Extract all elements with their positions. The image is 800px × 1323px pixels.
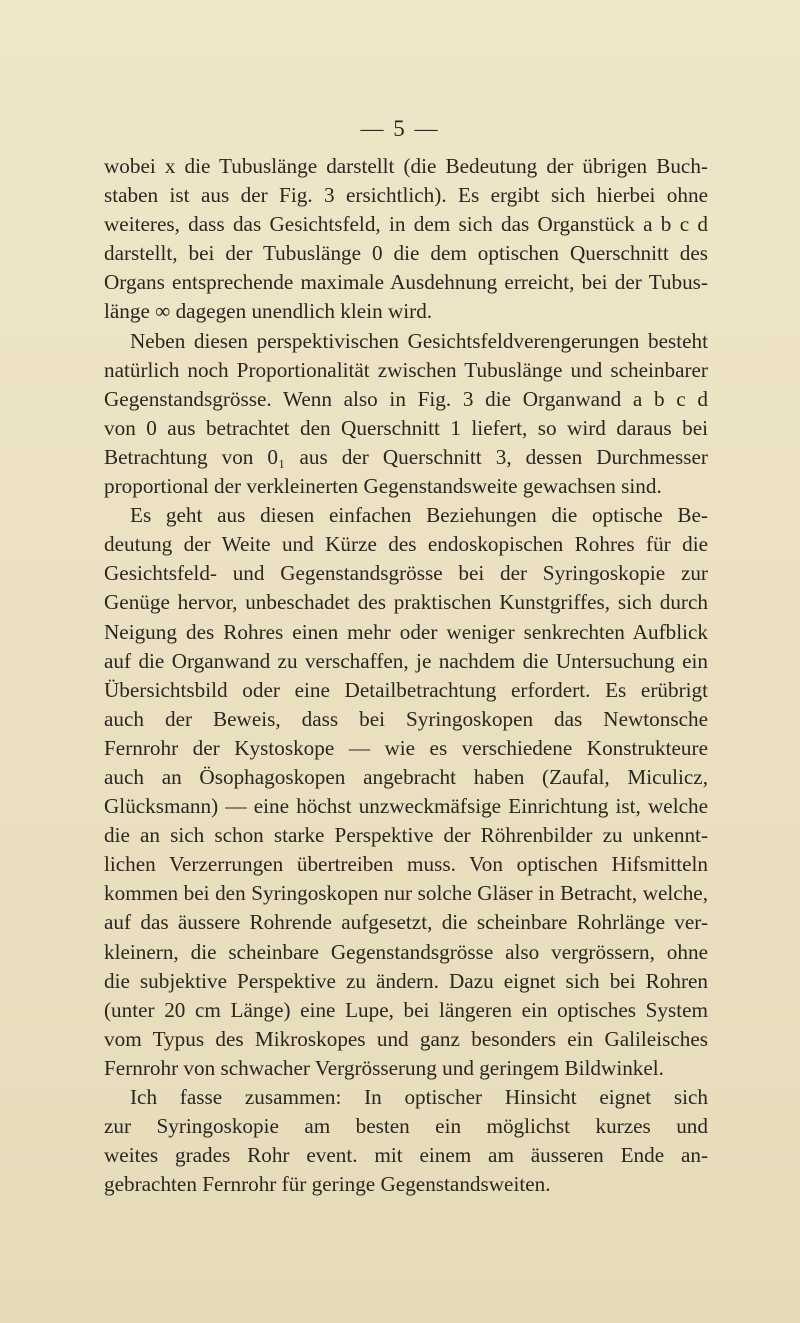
text-line: deutung der Weite und Kürze des endoskopischen Rohres für die bbox=[104, 532, 708, 557]
text-line: Fernrohr der Kystoskope — wie es verschiedene Konstrukteure bbox=[104, 735, 708, 760]
text-line: Neben diesen perspektivischen Gesichtsfeldverengerungen besteht bbox=[130, 328, 708, 353]
text-line: weiteres, dass das Gesichtsfeld, in dem sich das Organstück a b c d bbox=[104, 212, 708, 237]
text-line: Organs entsprechende maximale Ausdehnung erreicht, bei der Tubus- bbox=[104, 270, 708, 295]
text-line: kleinern, die scheinbare Gegenstandsgrösse also vergrössern, ohne bbox=[104, 939, 708, 964]
text-line: Es geht aus diesen einfachen Beziehungen die optische Be- bbox=[130, 503, 708, 528]
text-line: proportional der verkleinerten Gegenstandsweite gewachsen sind. bbox=[104, 474, 662, 499]
text-line: Genüge hervor, unbeschadet des praktischen Kunstgriffes, sich durch bbox=[104, 590, 708, 615]
text-line: die subjektive Perspektive zu ändern. Dazu eignet sich bei Rohren bbox=[104, 968, 708, 993]
text-line: auch der Beweis, dass bei Syringoskopen das Newtonsche bbox=[104, 706, 708, 731]
text-line: Neigung des Rohres einen mehr oder weniger senkrechten Aufblick bbox=[104, 619, 708, 644]
text-line: (unter 20 cm Länge) eine Lupe, bei längeren ein optisches System bbox=[104, 997, 708, 1022]
text-line: Glücksmann) — eine höchst unzweckmäfsige Einrichtung ist, welche bbox=[104, 794, 708, 819]
text-line: auch an Ösophagoskopen angebracht haben (Zaufal, Miculicz, bbox=[104, 764, 708, 789]
text-line: länge ∞ dagegen unendlich klein wird. bbox=[104, 299, 433, 324]
text-line: zur Syringoskopie am besten ein möglichst kurzes und bbox=[104, 1114, 708, 1139]
text-line: Fernrohr von schwacher Vergrösserung und geringem Bildwinkel. bbox=[104, 1055, 664, 1080]
body-text bbox=[104, 152, 708, 1199]
text-line: lichen Verzerrungen übertreiben muss. Von optischen Hifsmitteln bbox=[104, 852, 708, 877]
text-line: gebrachten Fernrohr für geringe Gegenstandsweiten. bbox=[104, 1172, 551, 1197]
text-line: darstellt, bei der Tubuslänge 0 die dem optischen Querschnitt des bbox=[104, 241, 708, 266]
text-line: Gesichtsfeld- und Gegenstandsgrösse bei der Syringoskopie zur bbox=[104, 561, 708, 586]
text-line: wobei x die Tubuslänge darstellt (die Bedeutung der übrigen Buch- bbox=[104, 154, 708, 178]
text-line: vom Typus des Mikroskopes und ganz besonders ein Galileisches bbox=[104, 1026, 708, 1051]
page-number: — 5 — bbox=[360, 116, 440, 141]
text-line: kommen bei den Syringoskopen nur solche Gläser in Betracht, welche, bbox=[104, 881, 708, 906]
text-line: Gegenstandsgrösse. Wenn also in Fig. 3 die Organwand a b c d bbox=[104, 386, 708, 411]
text-line: staben ist aus der Fig. 3 ersichtlich). Es ergibt sich hierbei ohne bbox=[104, 183, 708, 208]
text-line: auf die Organwand zu verschaffen, je nachdem die Untersuchung ein bbox=[104, 648, 708, 673]
text-line: Betrachtung von 0₁ aus der Querschnitt 3, dessen Durchmesser bbox=[104, 444, 708, 469]
text-line: natürlich noch Proportionalität zwischen Tubuslänge und scheinbarer bbox=[104, 357, 708, 382]
text-line: auf das äussere Rohrende aufgesetzt, die scheinbare Rohrlänge ver- bbox=[104, 910, 708, 935]
text-line: die an sich schon starke Perspektive der Röhrenbilder zu unkennt- bbox=[104, 823, 708, 848]
text-line: weites grades Rohr event. mit einem am äusseren Ende an- bbox=[104, 1143, 708, 1168]
text-line: von 0 aus betrachtet den Querschnitt 1 liefert, so wird daraus bei bbox=[104, 415, 708, 440]
text-line: Ich fasse zusammen: In optischer Hinsicht eignet sich bbox=[130, 1085, 708, 1109]
text-line: Übersichtsbild oder eine Detailbetrachtung erfordert. Es erübrigt bbox=[104, 677, 708, 702]
